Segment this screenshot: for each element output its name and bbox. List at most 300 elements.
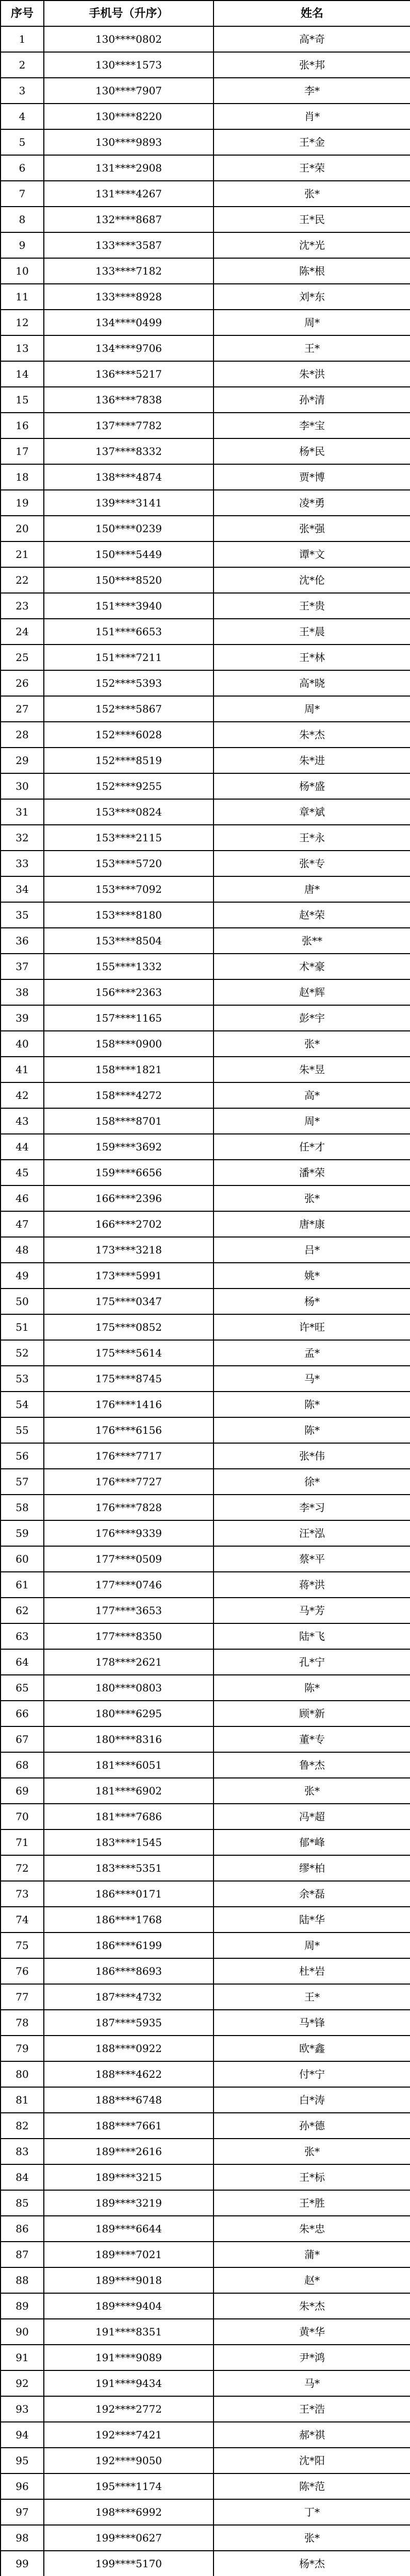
cell-name: 刘*东: [214, 284, 410, 310]
cell-phone: 153****5720: [44, 851, 214, 876]
cell-name: 沈*伦: [214, 567, 410, 593]
cell-name: 王*荣: [214, 155, 410, 181]
cell-index: 22: [1, 567, 44, 593]
cell-phone: 188****6748: [44, 2087, 214, 2113]
table-row: [1, 567, 410, 593]
cell-name: 张*邦: [214, 52, 410, 78]
cell-index: 53: [1, 1366, 44, 1392]
table-row: [1, 748, 410, 773]
cell-name: 张*强: [214, 516, 410, 541]
cell-index: 84: [1, 2164, 44, 2190]
header-row: [1, 1, 410, 26]
cell-phone: 176****7717: [44, 1443, 214, 1469]
cell-index: 7: [1, 181, 44, 207]
cell-index: 45: [1, 1160, 44, 1185]
cell-phone: 192****2772: [44, 2396, 214, 2422]
cell-phone: 189****2616: [44, 2139, 214, 2164]
table-row: [1, 413, 410, 438]
cell-index: 15: [1, 387, 44, 413]
cell-name: 朱*忠: [214, 2216, 410, 2242]
cell-name: 王*胜: [214, 2190, 410, 2216]
cell-index: 94: [1, 2422, 44, 2448]
table-row: [1, 310, 410, 335]
cell-index: 87: [1, 2242, 44, 2267]
table-row: [1, 1701, 410, 1726]
cell-name: 蒲*: [214, 2242, 410, 2267]
table-row: [1, 52, 410, 78]
cell-phone: 189****9018: [44, 2267, 214, 2293]
cell-name: 马*芳: [214, 1598, 410, 1623]
cell-name: 周*: [214, 696, 410, 722]
cell-index: 96: [1, 2473, 44, 2499]
table-row: [1, 232, 410, 258]
cell-name: 孙*清: [214, 387, 410, 413]
table-row: [1, 1984, 410, 2010]
cell-index: 42: [1, 1082, 44, 1108]
cell-name: 陈*: [214, 1392, 410, 1417]
table-row: [1, 1031, 410, 1057]
cell-phone: 157****1165: [44, 1005, 214, 1031]
cell-phone: 176****1416: [44, 1392, 214, 1417]
cell-phone: 173****3218: [44, 1237, 214, 1263]
table-row: [1, 1057, 410, 1082]
cell-name: 高*晓: [214, 670, 410, 696]
cell-index: 35: [1, 902, 44, 928]
table-row: [1, 1134, 410, 1160]
cell-name: 杨*盛: [214, 773, 410, 799]
cell-index: 30: [1, 773, 44, 799]
table-row: [1, 155, 410, 181]
cell-index: 81: [1, 2087, 44, 2113]
cell-index: 65: [1, 1675, 44, 1701]
table-row: [1, 516, 410, 541]
cell-name: 王*浩: [214, 2396, 410, 2422]
cell-phone: 156****2363: [44, 979, 214, 1005]
cell-phone: 151****7211: [44, 645, 214, 670]
table-row: [1, 2061, 410, 2087]
cell-index: 67: [1, 1726, 44, 1752]
cell-name: 王*民: [214, 207, 410, 232]
cell-name: 王*标: [214, 2164, 410, 2190]
cell-phone: 183****1545: [44, 1829, 214, 1855]
cell-name: 王*金: [214, 129, 410, 155]
cell-index: 55: [1, 1417, 44, 1443]
cell-name: 高*奇: [214, 26, 410, 52]
cell-index: 43: [1, 1108, 44, 1134]
cell-phone: 189****7021: [44, 2242, 214, 2267]
cell-index: 11: [1, 284, 44, 310]
cell-phone: 166****2702: [44, 1211, 214, 1237]
table-row: [1, 1340, 410, 1366]
table-row: [1, 1778, 410, 1804]
cell-phone: 192****9050: [44, 2448, 214, 2473]
cell-phone: 131****2908: [44, 155, 214, 181]
table-row: [1, 361, 410, 387]
table-row: [1, 1289, 410, 1314]
cell-phone: 178****2621: [44, 1649, 214, 1675]
cell-phone: 159****6656: [44, 1160, 214, 1185]
table-row: [1, 2036, 410, 2061]
cell-index: 79: [1, 2036, 44, 2061]
cell-index: 63: [1, 1623, 44, 1649]
cell-phone: 158****8701: [44, 1108, 214, 1134]
cell-name: 李*宝: [214, 413, 410, 438]
cell-phone: 155****1332: [44, 954, 214, 979]
cell-index: 62: [1, 1598, 44, 1623]
table-row: [1, 1958, 410, 1984]
cell-phone: 186****0171: [44, 1881, 214, 1907]
cell-phone: 153****8504: [44, 928, 214, 954]
cell-phone: 153****8180: [44, 902, 214, 928]
cell-name: 吕*: [214, 1237, 410, 1263]
cell-name: 彭*宇: [214, 1005, 410, 1031]
cell-phone: 177****8350: [44, 1623, 214, 1649]
cell-name: 陈*: [214, 1417, 410, 1443]
cell-name: 顾*新: [214, 1701, 410, 1726]
cell-phone: 139****3141: [44, 490, 214, 516]
cell-phone: 166****2396: [44, 1185, 214, 1211]
cell-name: 张*: [214, 2525, 410, 2551]
table-row: [1, 928, 410, 954]
table-row: [1, 1752, 410, 1778]
cell-phone: 180****8316: [44, 1726, 214, 1752]
cell-index: 86: [1, 2216, 44, 2242]
cell-index: 60: [1, 1546, 44, 1572]
cell-name: 谭*文: [214, 541, 410, 567]
cell-index: 5: [1, 129, 44, 155]
cell-index: 92: [1, 2370, 44, 2396]
cell-index: 70: [1, 1804, 44, 1829]
cell-phone: 152****9255: [44, 773, 214, 799]
cell-name: 王*贵: [214, 593, 410, 619]
cell-index: 90: [1, 2319, 44, 2345]
cell-index: 19: [1, 490, 44, 516]
table-row: [1, 1495, 410, 1520]
cell-index: 88: [1, 2267, 44, 2293]
cell-phone: 130****1573: [44, 52, 214, 78]
cell-index: 99: [1, 2551, 44, 2576]
cell-phone: 177****3653: [44, 1598, 214, 1623]
table-row: [1, 773, 410, 799]
cell-name: 朱*洪: [214, 361, 410, 387]
cell-name: 马*: [214, 2370, 410, 2396]
cell-name: 张*: [214, 1031, 410, 1057]
cell-index: 64: [1, 1649, 44, 1675]
cell-phone: 138****4874: [44, 464, 214, 490]
cell-index: 50: [1, 1289, 44, 1314]
cell-name: 蒋*洪: [214, 1572, 410, 1598]
cell-phone: 153****0824: [44, 799, 214, 825]
header-phone: 手机号（升序）: [44, 1, 214, 26]
cell-index: 32: [1, 825, 44, 851]
cell-name: 潘*荣: [214, 1160, 410, 1185]
cell-phone: 153****7092: [44, 876, 214, 902]
cell-name: 周*: [214, 1108, 410, 1134]
cell-name: 徐*: [214, 1469, 410, 1495]
table-row: [1, 2319, 410, 2345]
cell-index: 24: [1, 619, 44, 645]
cell-name: 凌*勇: [214, 490, 410, 516]
cell-phone: 187****5935: [44, 2010, 214, 2036]
cell-phone: 176****7828: [44, 1495, 214, 1520]
table-row: [1, 104, 410, 129]
table-row: [1, 2267, 410, 2293]
cell-index: 74: [1, 1907, 44, 1933]
cell-phone: 181****6051: [44, 1752, 214, 1778]
cell-index: 76: [1, 1958, 44, 1984]
cell-name: 肖*: [214, 104, 410, 129]
table-row: [1, 2113, 410, 2139]
cell-index: 38: [1, 979, 44, 1005]
cell-name: 陆*华: [214, 1907, 410, 1933]
cell-name: 白*涛: [214, 2087, 410, 2113]
cell-name: 张**: [214, 928, 410, 954]
header-name: 姓名: [214, 1, 410, 26]
cell-index: 83: [1, 2139, 44, 2164]
cell-index: 51: [1, 1314, 44, 1340]
cell-name: 周*: [214, 1933, 410, 1958]
cell-name: 张*: [214, 2139, 410, 2164]
cell-index: 48: [1, 1237, 44, 1263]
cell-index: 47: [1, 1211, 44, 1237]
cell-phone: 152****5393: [44, 670, 214, 696]
cell-index: 82: [1, 2113, 44, 2139]
table-body: [1, 26, 410, 2576]
cell-name: 张*: [214, 1185, 410, 1211]
cell-name: 杨*民: [214, 438, 410, 464]
cell-phone: 133****3587: [44, 232, 214, 258]
table-row: [1, 464, 410, 490]
cell-name: 沈*光: [214, 232, 410, 258]
table-row: [1, 1907, 410, 1933]
table-row: [1, 722, 410, 748]
cell-index: 39: [1, 1005, 44, 1031]
cell-name: 王*晨: [214, 619, 410, 645]
cell-index: 20: [1, 516, 44, 541]
cell-index: 40: [1, 1031, 44, 1057]
cell-name: 马*锋: [214, 2010, 410, 2036]
cell-phone: 199****0627: [44, 2525, 214, 2551]
table-row: [1, 954, 410, 979]
cell-index: 36: [1, 928, 44, 954]
cell-name: 黄*华: [214, 2319, 410, 2345]
cell-phone: 150****8520: [44, 567, 214, 593]
cell-index: 49: [1, 1263, 44, 1289]
cell-name: 许*旺: [214, 1314, 410, 1340]
table-row: [1, 284, 410, 310]
cell-index: 14: [1, 361, 44, 387]
cell-index: 58: [1, 1495, 44, 1520]
cell-name: 张*专: [214, 851, 410, 876]
cell-phone: 173****5991: [44, 1263, 214, 1289]
cell-index: 46: [1, 1185, 44, 1211]
cell-name: 高*: [214, 1082, 410, 1108]
table-row: [1, 541, 410, 567]
cell-phone: 176****9339: [44, 1520, 214, 1546]
table-row: [1, 2242, 410, 2267]
table-row: [1, 619, 410, 645]
cell-index: 95: [1, 2448, 44, 2473]
cell-name: 郁*峰: [214, 1829, 410, 1855]
cell-phone: 189****9404: [44, 2293, 214, 2319]
cell-phone: 175****8745: [44, 1366, 214, 1392]
table-row: [1, 876, 410, 902]
cell-phone: 176****6156: [44, 1417, 214, 1443]
cell-index: 12: [1, 310, 44, 335]
cell-index: 52: [1, 1340, 44, 1366]
table-row: [1, 181, 410, 207]
cell-name: 丁*: [214, 2499, 410, 2525]
cell-name: 余*磊: [214, 1881, 410, 1907]
cell-name: 王*林: [214, 645, 410, 670]
table-row: [1, 825, 410, 851]
cell-index: 29: [1, 748, 44, 773]
cell-index: 16: [1, 413, 44, 438]
header-index: 序号: [1, 1, 44, 26]
cell-index: 21: [1, 541, 44, 567]
table-row: [1, 2499, 410, 2525]
table-row: [1, 696, 410, 722]
cell-index: 66: [1, 1701, 44, 1726]
cell-name: 贾*博: [214, 464, 410, 490]
cell-phone: 180****0803: [44, 1675, 214, 1701]
cell-name: 张*: [214, 1778, 410, 1804]
cell-index: 54: [1, 1392, 44, 1417]
cell-phone: 175****5614: [44, 1340, 214, 1366]
cell-name: 孟*: [214, 1340, 410, 1366]
cell-name: 冯*超: [214, 1804, 410, 1829]
cell-index: 1: [1, 26, 44, 52]
table-row: [1, 670, 410, 696]
table-row: [1, 1804, 410, 1829]
table-row: [1, 2293, 410, 2319]
cell-name: 杜*岩: [214, 1958, 410, 1984]
cell-phone: 198****6992: [44, 2499, 214, 2525]
cell-index: 33: [1, 851, 44, 876]
table-row: [1, 2139, 410, 2164]
cell-index: 2: [1, 52, 44, 78]
table-row: [1, 129, 410, 155]
cell-phone: 130****7907: [44, 78, 214, 104]
cell-phone: 180****6295: [44, 1701, 214, 1726]
table-row: [1, 1520, 410, 1546]
table-row: [1, 2190, 410, 2216]
table-row: [1, 1726, 410, 1752]
table-row: [1, 1392, 410, 1417]
table-row: [1, 1881, 410, 1907]
cell-name: 汪*泓: [214, 1520, 410, 1546]
table-row: [1, 1366, 410, 1392]
table-row: [1, 593, 410, 619]
table-row: [1, 1263, 410, 1289]
cell-index: 75: [1, 1933, 44, 1958]
cell-index: 13: [1, 335, 44, 361]
cell-name: 郝*祺: [214, 2422, 410, 2448]
cell-name: 王*永: [214, 825, 410, 851]
cell-phone: 136****7838: [44, 387, 214, 413]
cell-name: 张*伟: [214, 1443, 410, 1469]
cell-index: 77: [1, 1984, 44, 2010]
table-row: [1, 2370, 410, 2396]
cell-name: 朱*杰: [214, 2293, 410, 2319]
cell-index: 68: [1, 1752, 44, 1778]
cell-name: 李*: [214, 78, 410, 104]
cell-name: 付*宁: [214, 2061, 410, 2087]
table-row: [1, 2396, 410, 2422]
cell-phone: 152****5867: [44, 696, 214, 722]
cell-phone: 191****9434: [44, 2370, 214, 2396]
table-row: [1, 1185, 410, 1211]
cell-phone: 176****7727: [44, 1469, 214, 1495]
table-row: [1, 1314, 410, 1340]
table-row: [1, 1160, 410, 1185]
cell-phone: 133****8928: [44, 284, 214, 310]
cell-phone: 183****5351: [44, 1855, 214, 1881]
cell-index: 93: [1, 2396, 44, 2422]
cell-phone: 133****7182: [44, 258, 214, 284]
cell-name: 朱*杰: [214, 722, 410, 748]
table-row: [1, 2525, 410, 2551]
table-row: [1, 1237, 410, 1263]
table-row: [1, 438, 410, 464]
cell-index: 27: [1, 696, 44, 722]
cell-phone: 186****1768: [44, 1907, 214, 1933]
table-row: [1, 2010, 410, 2036]
cell-phone: 151****6653: [44, 619, 214, 645]
cell-phone: 130****0802: [44, 26, 214, 52]
cell-phone: 191****9089: [44, 2345, 214, 2370]
table-row: [1, 2164, 410, 2190]
table-row: [1, 490, 410, 516]
cell-phone: 132****8687: [44, 207, 214, 232]
cell-name: 沈*阳: [214, 2448, 410, 2473]
cell-index: 41: [1, 1057, 44, 1082]
cell-phone: 153****2115: [44, 825, 214, 851]
cell-name: 鲁*杰: [214, 1752, 410, 1778]
cell-phone: 186****8693: [44, 1958, 214, 1984]
table-row: [1, 1623, 410, 1649]
cell-phone: 159****3692: [44, 1134, 214, 1160]
cell-index: 89: [1, 2293, 44, 2319]
cell-index: 44: [1, 1134, 44, 1160]
cell-name: 姚*: [214, 1263, 410, 1289]
table-row: [1, 799, 410, 825]
cell-index: 4: [1, 104, 44, 129]
table-row: [1, 78, 410, 104]
cell-index: 18: [1, 464, 44, 490]
cell-phone: 136****5217: [44, 361, 214, 387]
cell-index: 34: [1, 876, 44, 902]
cell-phone: 177****0746: [44, 1572, 214, 1598]
cell-name: 赵*辉: [214, 979, 410, 1005]
cell-name: 章*斌: [214, 799, 410, 825]
cell-index: 10: [1, 258, 44, 284]
table-row: [1, 1108, 410, 1134]
cell-name: 术*豪: [214, 954, 410, 979]
cell-name: 朱*进: [214, 748, 410, 773]
cell-phone: 195****1174: [44, 2473, 214, 2499]
cell-index: 6: [1, 155, 44, 181]
cell-name: 欧*鑫: [214, 2036, 410, 2061]
table-row: [1, 1082, 410, 1108]
cell-index: 17: [1, 438, 44, 464]
table-row: [1, 1649, 410, 1675]
table-row: [1, 645, 410, 670]
cell-index: 3: [1, 78, 44, 104]
table-row: [1, 2551, 410, 2576]
cell-name: 王*: [214, 1984, 410, 2010]
cell-index: 91: [1, 2345, 44, 2370]
